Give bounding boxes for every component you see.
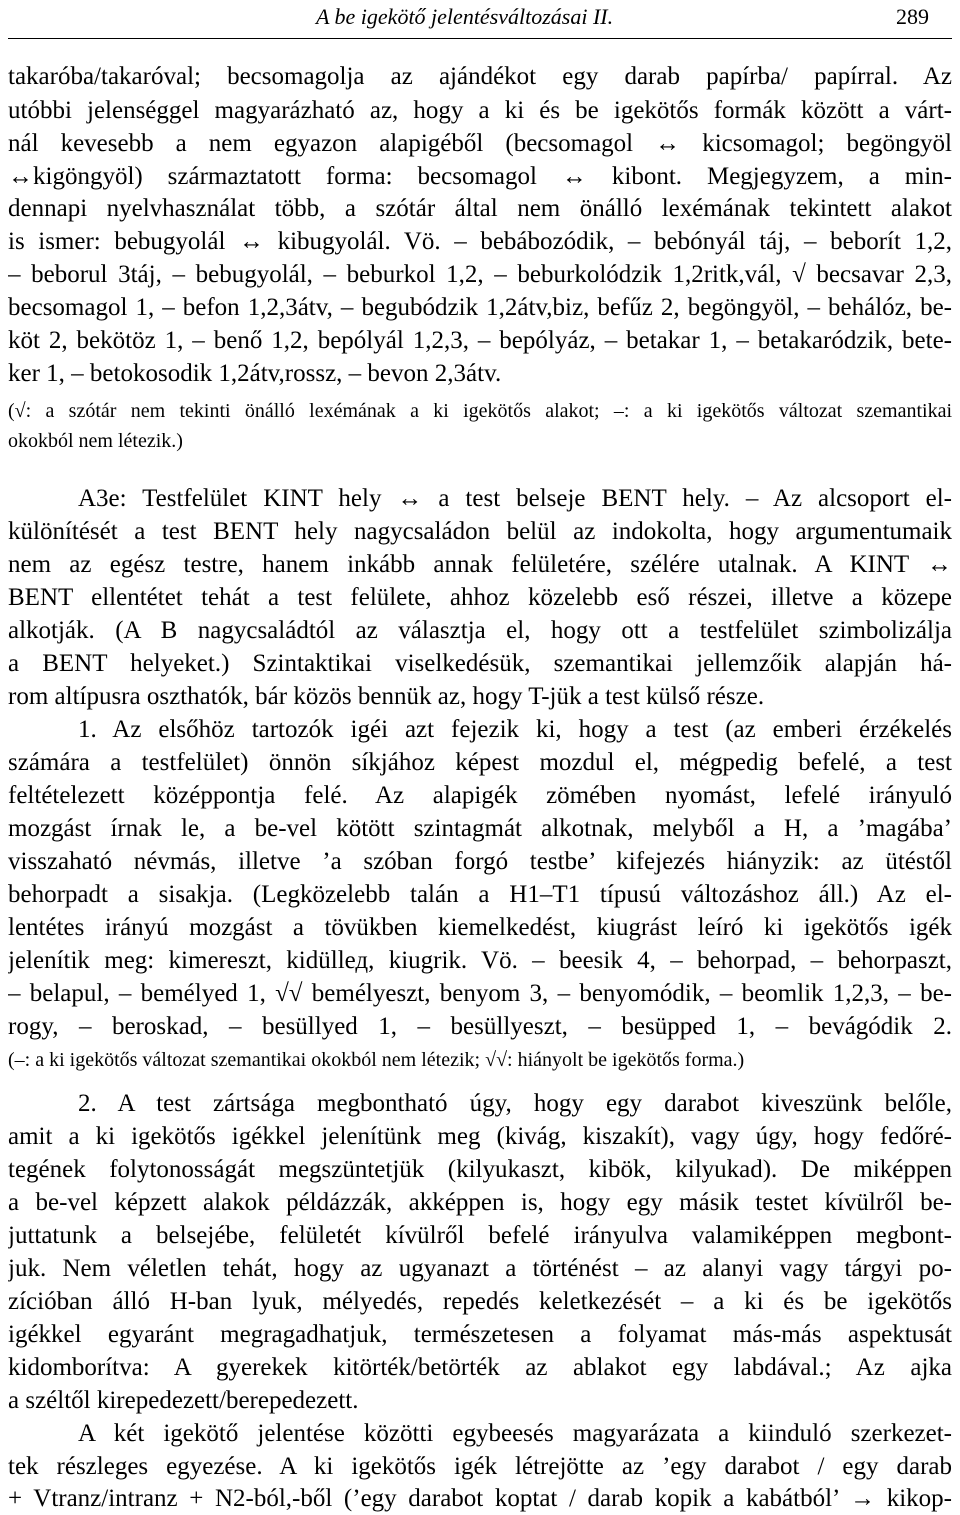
text-line: a BENT helyeket.) Szintaktikai viselkedésük, szemantikai jellemzőik alapján há- [8,650,952,677]
text-line: nem az egész testre, hanem inkább annak felületére, szélére utalnak. A KINT ↔ [8,551,952,578]
text-line: juttatunk a belsejébe, felületét kívülről befelé irányulva valamiképpen megbont- [8,1222,952,1249]
text-line: BENT ellentétet tehát a test felülete, ahhoz közelebb eső részei, illetve a közepe [8,584,952,611]
text-line: különítését a test BENT hely nagycsaládon belül az indokolta, hogy argumentumaik [8,518,952,545]
text-line: zícióban álló H-ban lyuk, mélyedés, repedés keletkezését – a ki és be igekötős [8,1288,952,1315]
running-header [0,0,960,40]
header-title: A be igekötő jelentésváltozásai II. [316,4,614,29]
text-line: ker 1, – betokosodik 1,2átv,rossz, – bevon 2,3átv. [8,360,502,387]
text-line: – belapul, – bemélyed 1, √√ bemélyeszt, benyom 3, – benyomódik, – beomlik 1,2,3, – be- [8,980,952,1007]
text-line: jelenítik meg: kimereszt, kidüllед, kiugrik. Vö. – beesik 4, – behorpad, – behorpaszt, [8,947,952,974]
text-line: + Vtranz/intranz + N2-ból,-ből (’egy darabot koptat / darab kopik a kabátból’ → kikop- [8,1485,952,1512]
text-line: utóbbi jelenséggel magyarázható az, hogy a ki és be igekötős formák között a várt- [8,97,952,124]
text-line: rom altípusra oszthatók, bár közös bennük az, hogy T-jük a test külső része. [8,683,765,710]
text-line: 1. Az elsőhöz tartozók igéi azt fejezik ki, hogy a test (az emberi érzékelés [78,716,952,743]
text-line: lentétes irányú mozgást a tövükben kiemelkedést, kiugrást leíró ki igekötős igék [8,914,952,941]
text-line: ↔kigöngyöl) származtatott forma: becsomagol ↔ kibont. Megjegyzem, a min- [8,163,952,190]
text-line: visszaható névmás, illetve ’a szóban forgó testbe’ kifejezés hiányzik: az ütéstől [8,848,952,875]
text-line: mozgást írnak le, a be-vel kötött szintagmát alkotnak, melyből a H, a ’magába’ [8,815,952,842]
text-line: A3e: Testfelület KINT hely ↔ a test belseje BENT hely. – Az alcsoport el- [78,485,952,512]
text-line: tek részleges egyezése. A ki igekötős igék létrejötte az ’egy darabot / egy darab [8,1453,952,1480]
header-rule [8,38,952,39]
text-line: köt 2, bekötöz 1, – benő 1,2, bepólyál 1,2,3, – bepólyáz, – betakar 1, – betakaródzik, bete- [8,327,952,354]
text-line: igékkel egyaránt megragadhatjuk, természetesen a folyamat más-más aspektusát [8,1321,952,1348]
text-line: becsomagol 1, – befon 1,2,3átv, – begubódzik 1,2átv,biz, befűz 2, begöngyöl, – behálóz, be- [8,294,952,321]
text-line: – beborul 3táj, – bebugyolál, – beburkol 1,2, – beburkolódzik 1,2ritk,vál, √ becsavar 2,3, [8,261,952,288]
text-line: a széltől kirepedezett/berepedezett. [8,1387,359,1414]
text-line: alkotják. (A B nagycsaládtól az választja el, hogy ott a testfelület szimbolizálja [8,617,952,644]
text-line: a be-vel képzett alakok példázzák, akképpen is, hogy egy másik testet kívülről be- [8,1189,952,1216]
text-line: is ismer: bebugyolál ↔ kibugyolál. Vö. – bebábozódik, – bebónyál táj, – beborít 1,2, [8,228,952,255]
text-line: okokból nem létezik.) [8,430,183,452]
text-line: dennapi nyelvhasználat több, a szótár által nem önálló lexémának tekintett alakot [8,195,952,222]
text-line: behorpadt a sisakja. (Legközelebb talán a H1–T1 típusú változáshoz áll.) Az el- [8,881,952,908]
text-line: (–: a ki igekötős változat szemantikai okokból nem létezik; √√: hiányolt be igekötős forma.) [8,1049,745,1071]
text-line: tegének folytonosságát megszüntetjük (kilyukaszt, kibök, kilyukad). De miképpen [8,1156,952,1183]
text-line: juk. Nem véletlen tehát, hogy az ugyanazt a történést – az alanyi vagy tárgyi po- [8,1255,952,1282]
text-line: kidomborítva: A gyerekek kitörték/betörték az ablakot egy labdával.; Az ajka [8,1354,952,1381]
text-line: 2. A test zártsága megbontható úgy, hogy egy darabot kiveszünk belőle, [78,1090,952,1117]
text-line: számára a testfelület) önnön síkjához képest mozdul el, mégpedig befelé, a test [8,749,952,776]
page-number: 289 [896,4,929,29]
text-line: rogy, – beroskad, – besüllyed 1, – besüllyeszt, – besüpped 1, – bevágódik 2. [8,1013,952,1040]
text-line: feltételezett középpontja felé. Az alapigék zömében nyomást, lefelé irányuló [8,782,952,809]
text-line: A két igekötő jelentése közötti egybeesés magyarázata a kiinduló szerkezet- [78,1420,952,1447]
text-line: nál kevesebb a nem egyazon alapigéből (becsomagol ↔ kicsomagol; begöngyöl [8,130,952,157]
text-line: takaróba/takaróval; becsomagolja az ajándékot egy darab papírba/ papírral. Az [8,63,952,90]
text-line: (√: a szótár nem tekinti önálló lexémának a ki igekötős alakot; –: a ki igekötős változat szemantikai [8,400,952,422]
text-line: amit a ki igekötős igékkel jelenítünk meg (kivág, kiszakít), vagy úgy, hogy fedőré- [8,1123,952,1150]
